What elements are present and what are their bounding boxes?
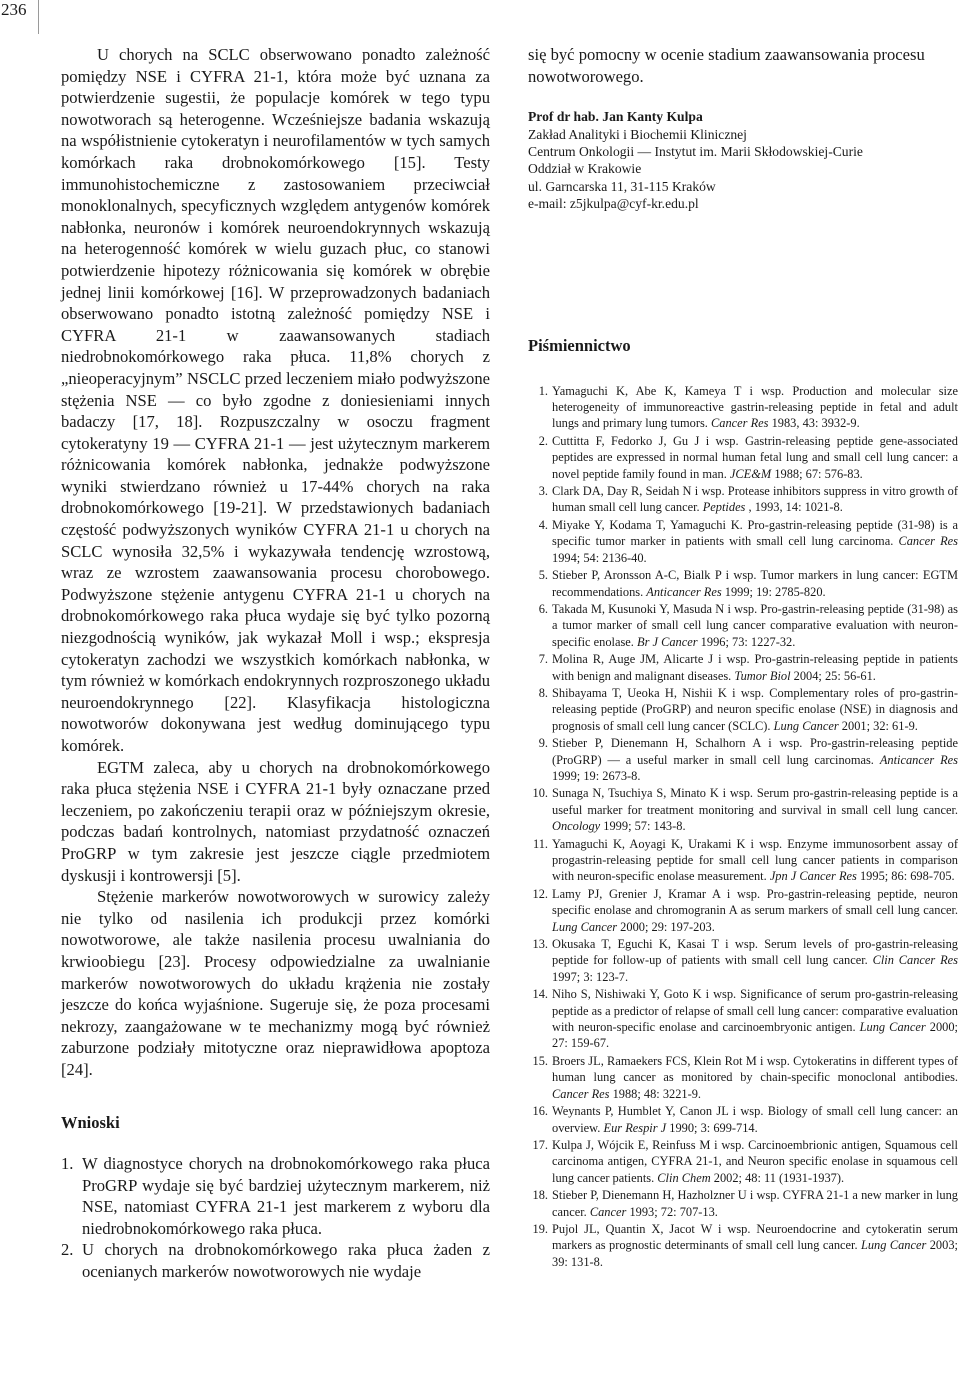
reference-journal: Clin Chem (657, 1170, 711, 1185)
reference-journal: Peptides (702, 500, 746, 515)
reference-journal: Clin Cancer Res (872, 953, 958, 968)
reference-details: , 1993, 14: 1021-8. (748, 500, 843, 515)
reference-text: Molina R, Auge JM, Alicarte J i wsp. Pro-gastrin-releasing peptide in patients with benign and malignant diseases. (552, 652, 958, 683)
reference-details: 1994; 54: 2136-40. (552, 550, 647, 565)
reference-text: Takada M, Kusunoki Y, Masuda N i wsp. Pro-gastrin-releasing peptide (31-98) as a tumor marker of small cell lung cancer comparative evaluation with neuron-specific enolase. (552, 601, 958, 649)
reference-number: 10. (532, 786, 548, 801)
reference-details: 1988; 48: 3221-9. (612, 1086, 702, 1101)
reference-text: Yamaguchi K, Abe K, Kameya T i wsp. Production and molecular size heterogeneity of immunoreactive gastrin-releasing peptide in fetal and adult lungs and primary lung tumors. (552, 383, 958, 431)
reference-number: 8. (538, 685, 548, 700)
reference-text: Lamy PJ, Grenier J, Kramar A i wsp. Pro-gastrin-releasing peptide, neuron specific enolase and chromogranin A as serum markers of small cell lung cancer. (552, 886, 958, 918)
reference-item (528, 1187, 958, 1220)
reference-item (528, 1103, 958, 1136)
conclusion-number: 1. (61, 1154, 74, 1174)
author-name: Prof dr hab. Jan Kanty Kulpa (528, 109, 703, 125)
reference-journal: JCE&M (729, 466, 772, 481)
conclusions-list (61, 1153, 490, 1283)
reference-text: Kulpa J, Wójcik E, Reinfuss M i wsp. Carcinoembrionic antigen, Squamous cell carcinoma antigen, CYFRA 21-1, and Neuron specific enolase in squamous cell lung cancer patients. (552, 1137, 958, 1185)
reference-item (528, 685, 958, 734)
reference-details: 2004; 25: 56-61. (793, 668, 876, 683)
reference-details: 2002; 48: 11 (1931-1937). (713, 1170, 845, 1185)
reference-number: 13. (532, 937, 548, 952)
reference-item (528, 886, 958, 935)
reference-details: 1993; 72: 707-13. (629, 1204, 718, 1219)
reference-text: Stieber P, Dienemann H, Hazholzner U i wsp. CYFRA 21-1 a new marker in lung cancer. (552, 1188, 958, 1219)
body-paragraph: Stężenie markerów nowotworowych w surowicy zależy nie tylko od nasilenia ich produkcji przez komórki nowotworowe, ale także nasilenia procesu uwalniania do krwioobiegu [23]. Procesy odpowiedzialne za uwalnianie markerów nowotworowych do układu krążenia nie zostały jeszcze do końca wyjaśnione. Sugeruje się, że poza procesami nekrozy, zaangażowane w te mechanizmy mogą być również zaburzone podziały mitotyczne oraz nieprawidłowa apoptoza [24]. (61, 887, 490, 1079)
reference-item (528, 433, 958, 482)
reference-number: 18. (532, 1188, 548, 1203)
reference-item (528, 383, 958, 432)
reference-journal: Jpn J Cancer Res (769, 869, 857, 884)
reference-number: 3. (538, 484, 548, 499)
reference-item (528, 1053, 958, 1102)
reference-item (528, 517, 958, 566)
reference-details: 1995; 86: 698-705. (859, 869, 955, 884)
reference-item (528, 785, 958, 834)
reference-item (528, 651, 958, 684)
reference-number: 14. (532, 987, 548, 1002)
reference-item (528, 601, 958, 650)
reference-text: Cuttitta F, Fedorko J, Gu J i wsp. Gastrin-releasing peptide gene-associated peptides are expressed in normal human fetal lung and small cell lung cancer: a novel peptide family found in man. (552, 433, 958, 481)
body-paragraph: U chorych na SCLC obserwowano ponadto zależność pomiędzy NSE i CYFRA 21-1, która może być uznana za potwierdzenie sugestii, że populacje komórek w tego typu nowotworach są heterogenne. Wcześniejsze badania wskazują na współistnienie cytokeratyn i neurofilamentów w tych samych komórkach raka drobnokomórkowego [15]. Testy immunohistochemiczne z zastosowaniem przeciwciał monoklonalnych, specyficznych względem antygenów komórek nabłonka, neuronów i komórek neuroendokrynnych wskazują na heterogenność komórek w wielu guzach płuc, co stanowi potwierdzenie hipotezy różnicowania się komórek w obrębie jednej linii komórkowej [16]. W przeprowadzonych badaniach obserwowano ponadto istotną zależność pomiędzy NSE i CYFRA 21-1 w zaawansowanych stadiach niedrobnokomórkowego raka płuca. 11,8% chorych z „nieoperacyjnym” NSCLC przed leczeniem miało podwyższone stężenia NSE — co było zgodne z doniesieniami innych badaczy [17, 18]. Rozpuszczalny w osoczu fragment cytokeratyny 19 — CYFRA 21-1 — jest użytecznym markerem różnicowania komórek nabłonka, jednakże podwyższone wyniki stwierdzano również u 17-44% chorych na raka drobnokomórkowego [19-21]. W przedstawionych badaniach częstość podwyższonych wyników CYFRA 21-1 u chorych na SCLC wynosiła 32,5% i wykazywała tendencję wzrostową, wraz ze wzrostem zaawansowania procesu chorobowego. Podwyższone stężenie antygenu CYFRA 21-1 u chorych na drobnokomórkowego raka płuca wydaje się być tylko pozorną niezgodnością wyników, jak wykazał Moll i wsp.; ekspresja cytokeratyn zachodzi we wszystkich komórkach nabłonka, w tym również w komórkach endokrynnych rozproszonego układu neuroendokrynnego [22]. Klasyfikacja histologiczna nowotworów dokonywana jest według dominującego typu komórek. (61, 45, 490, 755)
reference-number: 9. (538, 736, 548, 751)
conclusion-item (61, 1153, 490, 1239)
correspondence-address (528, 108, 958, 212)
reference-details: 1999; 19: 2673-8. (552, 768, 641, 783)
reference-journal: Tumor Biol (734, 668, 791, 683)
reference-item (528, 1137, 958, 1186)
body-paragraph: EGTM zaleca, aby u chorych na drobnokomórkowego raka płuca stężenia NSE i CYFRA 21-1 były oznaczane przed leczeniem, po zakończeniu terapii oraz w późniejszym okresie, podczas badań kontrolnych, natomiast przydatność oznaczeń ProGRP w tym zakresie jest jeszcze ciągle przedmiotem dyskusji i kontrowersji [5]. (61, 757, 490, 885)
reference-item (528, 986, 958, 1052)
reference-details: 1996; 73: 1227-32. (700, 634, 796, 649)
reference-number: 15. (532, 1053, 548, 1068)
reference-text: Broers JL, Ramaekers FCS, Klein Rot M i wsp. Cytokeratins in different types of human lung cancer as monitored by chain-specific monoclonal antibodies. (552, 1053, 958, 1085)
reference-text: Stieber P, Dienemann H, Schalhorn A i wsp. Pro-gastrin-releasing peptide (ProGRP) — a useful marker in small cell lung carcinomas. (552, 736, 958, 767)
reference-journal: Lung Cancer (859, 1020, 926, 1035)
reference-text: Shibayama T, Ueoka H, Nishii K i wsp. Complementary roles of pro-gastrin-releasing peptide (ProGRP) and neuron specific enolase (NSE) in diagnosis and prognosis of small cell lung cancer (SCLC). (552, 685, 958, 733)
reference-details: 2001; 32: 61-9. (841, 718, 918, 733)
reference-details: 2000; 29: 197-203. (620, 919, 715, 934)
address-line: ul. Garncarska 11, 31-115 Kraków (528, 178, 716, 194)
reference-journal: Anticancer Res (646, 584, 722, 599)
reference-item (528, 1221, 958, 1270)
reference-journal: Lung Cancer (552, 919, 618, 934)
reference-text: Stieber P, Aronsson A-C, Bialk P i wsp. Tumor markers in lung cancer: EGTM recommendations. (552, 568, 958, 599)
reference-text: Okusaka T, Eguchi K, Kasai T i wsp. Serum levels of pro-gastrin-releasing peptide for follow-up of patients with small cell lung cancer. (552, 937, 958, 968)
reference-number: 2. (538, 433, 548, 448)
reference-number: 5. (538, 568, 548, 583)
reference-details: 2000; 27: 159-67. (552, 1020, 958, 1051)
reference-text: Weynants P, Humblet Y, Canon JL i wsp. Biology of small cell lung cancer: an overview. (552, 1104, 958, 1135)
conclusion-item (61, 1239, 490, 1282)
reference-item (528, 836, 958, 885)
reference-text: Pujol JL, Quantin X, Jacot W i wsp. Neuroendocrine and cytokeratin serum markers as prognostic determinants of small cell lung cancer. (552, 1221, 958, 1253)
reference-details: 1983, 43: 3932-9. (771, 416, 860, 431)
reference-details: 1990; 3: 699-714. (669, 1120, 758, 1135)
reference-number: 16. (532, 1104, 548, 1119)
reference-details: 1997; 3: 123-7. (552, 969, 629, 984)
reference-journal: Cancer (589, 1204, 627, 1219)
reference-number: 11. (532, 836, 548, 851)
reference-journal: Br J Cancer (637, 634, 698, 649)
reference-details: 1999; 57: 143-8. (603, 819, 686, 834)
reference-number: 19. (532, 1221, 548, 1236)
continuation-text: się być pomocny w ocenie stadium zaawansowania procesu nowotworowego. (528, 45, 925, 86)
reference-text: Sunaga N, Tsuchiya S, Minato K i wsp. Serum pro-gastrin-releasing peptide is a useful marker for treatment monitoring and survival in small cell lung cancer. (552, 786, 958, 817)
reference-text: Yamaguchi K, Aoyagi K, Urakami K i wsp. Enzyme immunosorbent assay of progastrin-releasing peptide for small cell lung cancer patients in comparison with neuron-specific enolase measurement. (552, 836, 958, 884)
reference-journal: Lung Cancer (860, 1238, 927, 1253)
reference-number: 12. (532, 886, 548, 901)
reference-details: 2003; 39: 131-8. (552, 1238, 958, 1269)
reference-number: 7. (538, 652, 548, 667)
references-heading: Piśmiennictwo (528, 335, 631, 355)
reference-number: 1. (538, 383, 548, 398)
reference-item (528, 735, 958, 784)
reference-text: Miyake Y, Kodama T, Yamaguchi K. Pro-gastrin-releasing peptide (31-98) is a specific tumor marker in patients with small cell lung carcinoma. (552, 517, 958, 549)
reference-item (528, 936, 958, 985)
reference-journal: Cancer Res (711, 416, 769, 431)
reference-journal: Lung Cancer (773, 718, 839, 733)
right-column (528, 44, 958, 1271)
reference-journal: Cancer Res (552, 1086, 610, 1101)
reference-text: Clark DA, Day R, Seidah N i wsp. Protease inhibitors suppress in vitro growth of human small cell lung cancer. (552, 484, 958, 515)
email-address: e-mail: z5jkulpa@cyf-kr.edu.pl (528, 196, 699, 212)
page-number: 236 (1, 0, 27, 19)
reference-journal: Cancer Res (898, 534, 958, 549)
reference-number: 4. (538, 517, 548, 532)
left-column (61, 44, 490, 1283)
conclusion-number: 2. (61, 1240, 74, 1260)
reference-item (528, 567, 958, 600)
references-list (528, 383, 958, 1271)
conclusion-text: W diagnostyce chorych na drobnokomórkowego raka płuca ProGRP wydaje się być bardziej użytecznym markerem, niż NSE, natomiast CYFRA 21-1 jest markerem z wyboru dla niedrobnokomórkowego raka płuca. (82, 1154, 490, 1238)
address-line: Zakład Analityki i Biochemii Klinicznej (528, 126, 747, 142)
reference-number: 6. (538, 601, 548, 616)
reference-journal: Oncology (552, 819, 601, 834)
conclusions-heading: Wnioski (61, 1112, 120, 1132)
conclusion-text: U chorych na drobnokomórkowego raka płuca żaden z ocenianych markerów nowotworowych nie wydaje (82, 1240, 490, 1282)
address-line: Oddział w Krakowie (528, 161, 642, 177)
reference-journal: Anticancer Res (879, 752, 958, 767)
reference-details: 1999; 19: 2785-820. (724, 584, 826, 599)
reference-journal: Eur Respir J (603, 1120, 667, 1135)
reference-details: 1988; 67: 576-83. (774, 466, 863, 481)
reference-number: 17. (532, 1137, 548, 1152)
address-line: Centrum Onkologii — Instytut im. Marii Skłodowskiej-Curie (528, 144, 863, 159)
reference-text: Niho S, Nishiwaki Y, Goto K i wsp. Significance of serum pro-gastrin-releasing peptide as a predictor of relapse of small cell lung cancer: comparative evaluation with neuron-specific enolase and carcinoembryonic antigen. (552, 987, 958, 1035)
reference-item (528, 483, 958, 516)
page-number-box (0, 0, 39, 34)
